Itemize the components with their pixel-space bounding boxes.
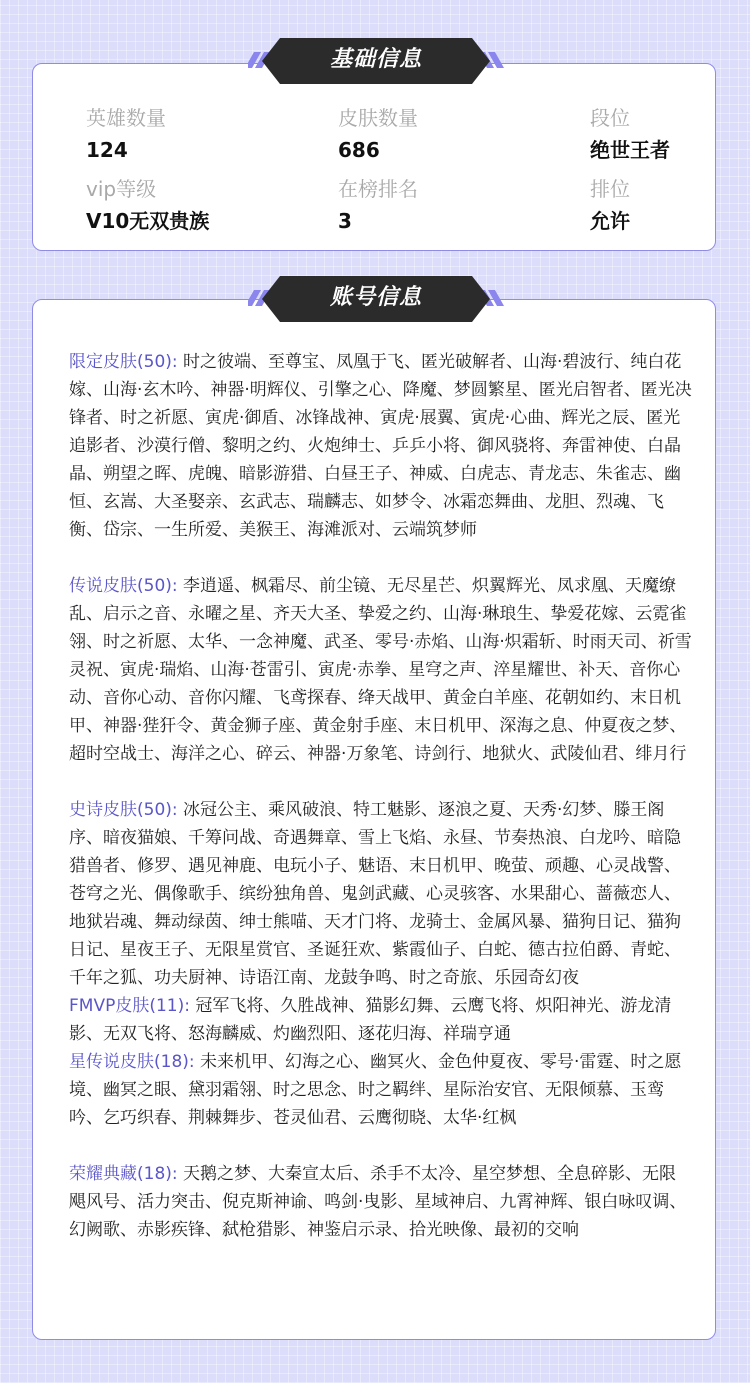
vip-level-field [86,175,209,235]
glory-collection-list: 天鹅之梦、大秦宣太后、杀手不太冷、星空梦想、全息碎影、无限飓风号、活力突击、倪克斯神谕、鸣剑·曳影、星域神启、九霄神辉、银白咏叹调、幻阙歌、赤影疾锋、弑枪猎影、神鉴启示录、拾光映像、最初的交响 [69,1164,687,1240]
fmvp-skins-section [69,992,693,1048]
ranked-mode-field [590,175,630,235]
basic-info-card [32,63,716,251]
legendary-skins-category: 传说皮肤(50): [69,576,178,596]
account-info-card [32,299,716,1340]
limited-skins-category: 限定皮肤(50): [69,352,178,372]
basic-info-title: 基础信息 [329,47,422,72]
epic-skins-category: 史诗皮肤(50): [69,800,178,820]
skin-count-label: 皮肤数量 [338,106,418,130]
hero-count-field [86,104,166,164]
hero-count-value: 124 [86,138,128,162]
epic-skins-list: 冰冠公主、乘风破浪、特工魅影、逐浪之夏、天秀·幻梦、滕王阁序、暗夜猫娘、千筹问战、奇遇舞章、雪上飞焰、永昼、节奏热浪、白龙吟、暗隐猎兽者、修罗、遇见神鹿、电玩小子、魅语、末日机甲、晚萤、顽趣、心灵战警、苍穹之光、偶像歌手、缤纷独角兽、鬼剑武藏、心灵骇客、水果甜心、蔷薇恋人、地狱岩魂、舞动绿茵、绅士熊喵、天才门将、龙骑士、金属风暴、猫狗日记、猫狗日记、星夜王子、无限星赏官、圣诞狂欢、紫霞仙子、白蛇、德古拉伯爵、青蛇、千年之狐、功夫厨神、诗语江南、龙鼓争鸣、时之奇旅、乐园奇幻夜 [69,800,681,988]
skin-count-field [338,104,418,164]
glory-collection-category: 荣耀典藏(18): [69,1164,178,1184]
rank-tier-value: 绝世王者 [590,138,670,162]
hero-count-label: 英雄数量 [86,106,166,130]
star-legend-skins-category: 星传说皮肤(18): [69,1052,195,1072]
glory-collection-section [69,1160,693,1244]
skin-list [69,348,693,1244]
account-info-header [248,276,504,322]
star-legend-skins-section [69,1048,693,1132]
skin-count-value: 686 [338,138,380,162]
account-info-title: 账号信息 [329,285,422,310]
rank-tier-label: 段位 [590,106,630,130]
leaderboard-rank-value: 3 [338,209,352,233]
leaderboard-rank-field [338,175,418,235]
fmvp-skins-list: 冠军飞将、久胜战神、猫影幻舞、云鹰飞将、炽阳神光、游龙清影、无双飞将、怒海麟威、灼幽烈阳、逐花归海、祥瑞亨通 [69,996,672,1044]
limited-skins-section [69,348,693,544]
ranked-mode-label: 排位 [590,177,630,201]
legendary-skins-list: 李逍遥、枫霜尽、前尘镜、无尽星芒、炽翼辉光、凤求凰、天魔缭乱、启示之音、永曜之星、齐天大圣、挚爱之约、山海·琳琅生、挚爱花嫁、云霓雀翎、时之祈愿、太华、一念神魔、武圣、零号·赤焰、山海·炽霜斩、时雨天司、祈雪灵祝、寅虎·瑞焰、山海·苍雷引、寅虎·赤拳、星穹之声、淬星耀世、补天、音你心动、音你心动、音你闪耀、飞鸢探春、绛天战甲、黄金白羊座、花朝如约、末日机甲、神器·狴犴令、黄金狮子座、黄金射手座、末日机甲、深海之息、仲夏夜之梦、超时空战士、海洋之心、碎云、神器·万象笔、诗剑行、地狱火、武陵仙君、绯月行 [69,576,692,764]
limited-skins-list: 时之彼端、至尊宝、凤凰于飞、匿光破解者、山海·碧波行、纯白花嫁、山海·玄木吟、神器·明辉仪、引擎之心、降魔、梦圆繁星、匿光启智者、匿光决锋者、时之祈愿、寅虎·御盾、冰锋战神、寅虎·展翼、寅虎·心曲、辉光之辰、匿光追影者、沙漠行僧、黎明之约、火炮绅士、乒乒小将、御风骁将、奔雷神使、白晶晶、朔望之晖、虎魄、暗影游猎、白昼王子、神威、白虎志、青龙志、朱雀志、幽恒、玄嵩、大圣娶亲、玄武志、瑞麟志、如梦令、冰霜恋舞曲、龙胆、烈魂、飞衡、岱宗、一生所爱、美猴王、海滩派对、云端筑梦师 [69,352,692,540]
leaderboard-rank-label: 在榜排名 [338,177,418,201]
vip-level-value: V10无双贵族 [86,209,210,233]
legendary-skins-section [69,572,693,768]
fmvp-skins-category: FMVP皮肤(11): [69,996,190,1016]
epic-skins-section [69,796,693,992]
rank-tier-field [590,104,670,164]
basic-info-header [248,38,504,84]
ranked-mode-value: 允许 [590,209,630,233]
vip-level-label: vip等级 [86,177,157,201]
star-legend-skins-list: 未来机甲、幻海之心、幽冥火、金色仲夏夜、零号·雷霆、时之愿境、幽冥之眼、黛羽霜翎、时之思念、时之羁绊、星际治安官、无限倾慕、玉鸾吟、乞巧织春、荆棘舞步、苍灵仙君、云鹰彻晓、太华·红枫 [69,1052,682,1128]
